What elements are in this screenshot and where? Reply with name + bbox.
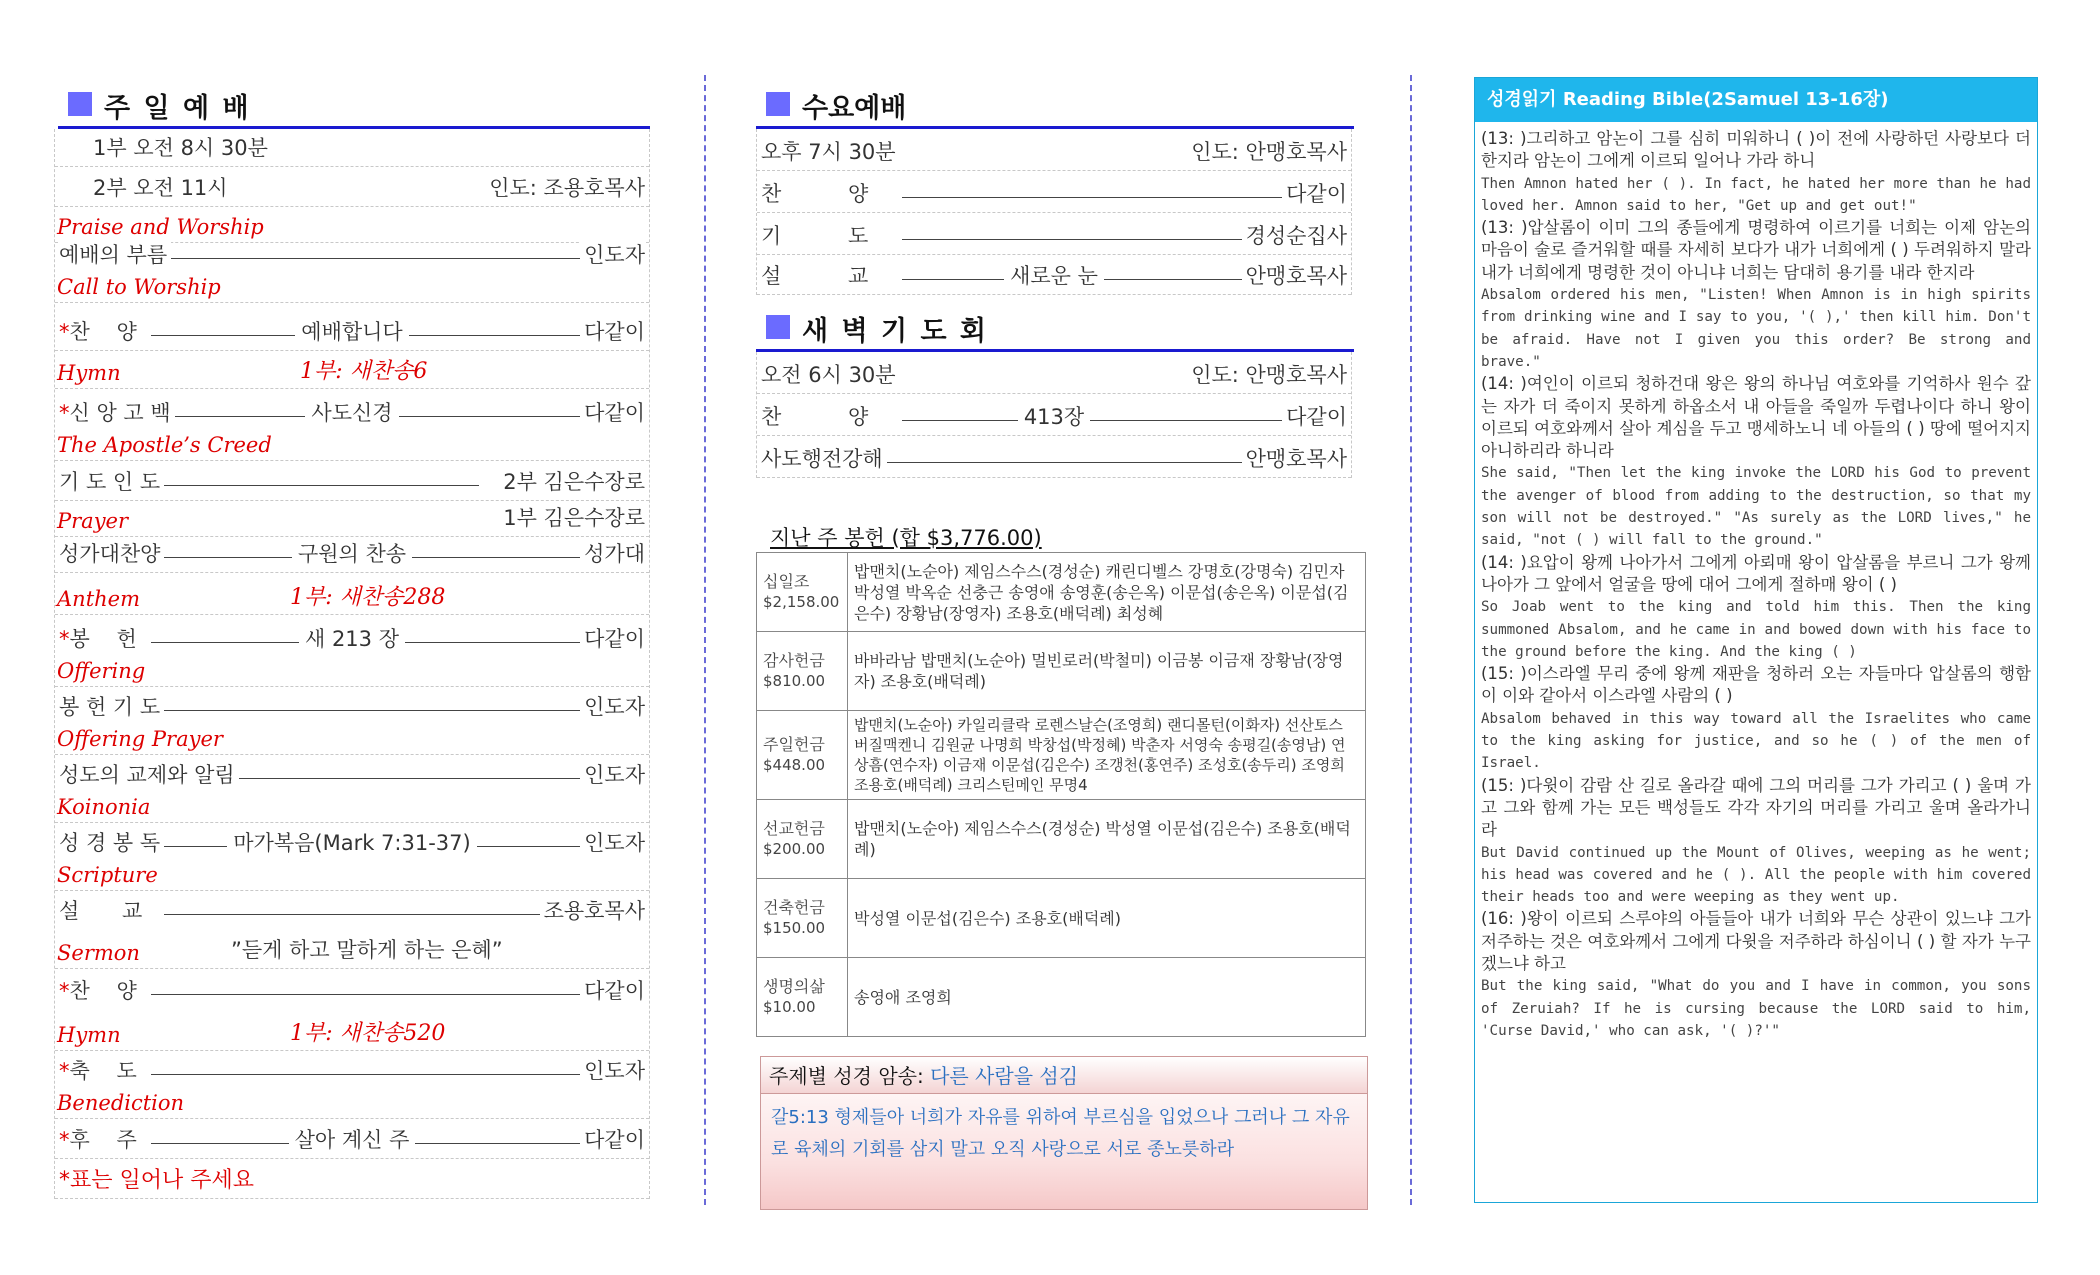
offer-en-label: Offering	[57, 659, 146, 683]
anthem-label: 성가대찬양	[59, 538, 164, 568]
prayer-right-1: 1부 김은수장로	[499, 502, 645, 532]
dawn-hymn-label: 찬 양	[761, 401, 902, 431]
bene-en-row	[55, 1089, 649, 1119]
sermon-label: 설 교	[59, 895, 164, 925]
wed-leader: 인도: 안맹호목사	[1187, 136, 1347, 166]
table-row	[757, 553, 1366, 632]
dawn-time-row	[757, 352, 1351, 394]
wed-sermon-label: 설 교	[761, 260, 902, 290]
postlude-right: 다같이	[580, 1124, 645, 1154]
postlude-label: *후 주	[59, 1124, 151, 1154]
wed-sermon-center: 새로운 눈	[757, 260, 1351, 290]
sunday-service-title: 주 일 예 배	[104, 93, 251, 124]
section-square-icon	[766, 92, 790, 116]
reading-ko: (14: )여인이 이르되 청하건대 왕은 왕의 하나님 여호와를 기억하사 원수 갚는 자가 더 죽이지 못하게 하옵소서 내 아들을 죽일까 두렵나이다 하니 왕이 이르되 여호와께서 살아 계심을 두고 맹세하노니 네 아들의 ( ) 땅에 떨어지지 아니하리라 하니라	[1481, 374, 2031, 461]
reading-ko: (14: )요압이 왕께 나아가서 그에게 아뢰매 왕이 압살롬을 부르니 그가 왕께 나아가 그 앞에서 얼굴을 땅에 대어 그에게 절하매 왕이 ( )	[1481, 552, 2031, 594]
dawn-acts-right: 안맹호목사	[1242, 443, 1347, 473]
table-row	[757, 711, 1366, 800]
wed-hymn-right: 다같이	[1282, 178, 1347, 208]
bene-right: 인도자	[580, 1055, 645, 1085]
anthem-center: 구원의 찬송	[55, 538, 649, 568]
wed-row-prayer	[757, 213, 1351, 255]
call-en-label: Call to Worship	[57, 275, 221, 299]
reading-ko: (16: )왕이 이르되 스루야의 아들들아 내가 너희와 무슨 상관이 있느냐 그가 저주하는 것은 여호와께서 그에게 다윗을 저주하라 하심이니 ( ) 할 자가 누구겠느냐 하고	[1481, 909, 2031, 973]
reading-ko: (13: )그리하고 암논이 그를 심히 미워하니 ( )이 전에 사랑하던 사랑보다 더한지라 암논이 그에게 이르되 일어나 가라 하니	[1481, 129, 2031, 171]
memory-verse-topic: 다른 사람을 섬김	[930, 1064, 1079, 1088]
dawn-hymn-right: 다같이	[1282, 401, 1347, 431]
hymn2-row	[55, 969, 649, 1009]
prayer-en-label: Prayer	[57, 509, 129, 533]
anthem-en-row	[55, 573, 649, 615]
offering-type: 주일헌금 $448.00	[757, 711, 848, 800]
column-divider-2	[1410, 75, 1412, 1205]
offering-type: 선교헌금 $200.00	[757, 800, 848, 879]
offer-prayer-en-row	[55, 725, 649, 755]
dawn-time: 오전 6시 30분	[761, 363, 896, 387]
scripture-en-row	[55, 861, 649, 891]
hymn1-note: 1부: 새찬송6	[300, 359, 428, 384]
offer-center: 새 213 장	[55, 623, 649, 653]
anthem-note: 1부: 새찬송288	[290, 585, 446, 610]
table-row	[757, 800, 1366, 879]
offer-right: 다같이	[580, 623, 645, 653]
offer-row	[55, 615, 649, 657]
anthem-en-label: Anthem	[57, 587, 140, 611]
offer-en-row	[55, 657, 649, 687]
memory-verse-text: 갈5:13 형제들아 너희가 자유를 위하여 부르심을 입었으나 그러나 그 자유로 육체의 기회를 삼지 말고 오직 사랑으로 서로 종노릇하라	[771, 1107, 1350, 1160]
dawn-acts-label: 사도행전강해	[761, 443, 887, 473]
prayer-right-2: 2부 김은수장로	[499, 466, 645, 496]
reading-en: Absalom ordered his men, "Listen! When Amnon is in high spirits from drinking wine and I say to you, '( ),' then kill him. Don't be afraid. Have not I given you this order? Be strong and brave."	[1481, 287, 2031, 370]
section-square-icon	[766, 315, 790, 339]
koinonia-label: 성도의 교제와 알림	[59, 759, 239, 789]
dawn-hymn-center: 413장	[757, 401, 1351, 431]
call-row	[55, 243, 649, 273]
sermon-row	[55, 891, 649, 929]
wed-prayer-right: 경성순집사	[1242, 220, 1347, 250]
scripture-en-label: Scripture	[57, 863, 158, 887]
offer-prayer-right: 인도자	[580, 691, 645, 721]
creed-center: 사도신경	[55, 397, 649, 427]
dawn-title: 새 벽 기 도 회	[802, 316, 989, 347]
prayer-label: 기 도 인 도	[59, 466, 164, 496]
wed-row-hymn	[757, 171, 1351, 213]
reading-en: Absalom behaved in this way toward all the Israelites who came to the king asking for justice, and so he ( ) of the men of Israel.	[1481, 710, 2031, 772]
praise-en-label: Praise and Worship	[57, 215, 264, 239]
wednesday-list	[756, 129, 1352, 295]
postlude-center: 살아 계신 주	[55, 1124, 649, 1154]
table-row	[757, 632, 1366, 711]
sermon-right: 조용호목사	[540, 895, 645, 925]
koinonia-en-row	[55, 793, 649, 823]
wednesday-title: 수요예배	[802, 93, 907, 124]
offer-prayer-label: 봉 헌 기 도	[59, 691, 164, 721]
reading-ko: (13: )압살롬이 이미 그의 종들에게 명령하여 이르기를 너희는 이제 암논의 마음이 술로 즐거워할 때를 자세히 보다가 내가 너희에게 ( ) 두려워하지 말라 내가 너희에게 명령한 것이 아니냐 너희는 담대히 용기를 내라 한지라	[1481, 218, 2031, 282]
offering-type: 건축헌금 $150.00	[757, 879, 848, 958]
call-label: 예배의 부름	[59, 239, 171, 269]
reading-en: But the king said, "What do you and I have in common, you sons of Zeruiah? If he is cursing because the LORD said to him, 'Curse David,' who can ask, '( )?'"	[1481, 978, 2031, 1039]
call-right: 인도자	[580, 239, 645, 269]
memory-verse-box	[760, 1056, 1368, 1210]
sunday-service-header	[58, 78, 650, 129]
hymn2-label: *찬 양	[59, 975, 151, 1005]
hymn1-right: 다같이	[580, 316, 645, 346]
creed-label: *신 앙 고 백	[59, 397, 175, 427]
bible-reading-box	[1474, 77, 2038, 1203]
offering-type: 감사헌금 $810.00	[757, 632, 848, 711]
hymn1-row	[55, 303, 649, 351]
bible-reading-body	[1475, 122, 2037, 1042]
standing-note-row	[55, 1159, 649, 1199]
reading-en: Then Amnon hated her ( ). In fact, he hated her more than he had loved her. Amnon said to her, "Get up and get out!"	[1481, 175, 2031, 214]
wednesday-header	[756, 78, 1354, 129]
creed-right: 다같이	[580, 397, 645, 427]
reading-ko: (15: )이스라엘 무리 중에 왕께 재판을 청하러 오는 자들마다 압살롬의 행함이 이와 같아서 이스라엘 사람의 ( )	[1481, 664, 2031, 706]
scripture-right: 인도자	[580, 827, 645, 857]
sermon-en-label: Sermon	[57, 941, 140, 965]
reading-en: She said, "Then let the king invoke the LORD his God to prevent the avenger of blood from adding to the destruction, so that my son will not be destroyed." "As surely as the LORD lives," he said, "not ( ) will fall to the ground."	[1481, 465, 2031, 549]
wed-time: 오후 7시 30분	[761, 140, 896, 164]
postlude-row	[55, 1119, 649, 1159]
service1-time: 1부 오전 8시 30분	[93, 136, 268, 160]
offering-title: 지난 주 봉헌 (합 $3,776.00)	[770, 526, 1042, 550]
wed-prayer-label: 기 도	[761, 220, 902, 250]
standing-note: *표는 일어나 주세요	[59, 1168, 255, 1193]
bene-en-label: Benediction	[57, 1091, 185, 1115]
offering-names: 밥맨치(노순아) 제임스수스(경성순) 캐린디벨스 강명호(강명숙) 김민자 박성열 박옥순 선충근 송영애 송영훈(송은옥) 이문섭(송은옥) 이문섭(김은수) 장황남(장영자) 조용호(배덕례) 최성혜	[848, 553, 1366, 632]
sunday-service-section	[54, 78, 650, 1199]
prayer-en-row	[55, 501, 649, 537]
dawn-header	[756, 301, 1354, 352]
sunday-order-list	[54, 129, 650, 1199]
section-square-icon	[68, 92, 92, 116]
anthem-row	[55, 537, 649, 573]
table-row	[757, 958, 1366, 1037]
wed-time-row	[757, 129, 1351, 171]
creed-en-row	[55, 431, 649, 461]
sermon-title: ”듣게 하고 말하게 하는 은혜”	[231, 938, 503, 962]
offering-table	[756, 552, 1366, 1037]
hymn1-en-label: Hymn	[57, 361, 121, 385]
offering-names: 송영애 조영희	[848, 958, 1366, 1037]
column-divider-1	[704, 75, 706, 1205]
hymn2-right: 다같이	[580, 975, 645, 1005]
call-en-row	[55, 273, 649, 303]
hymn2-note: 1부: 새찬송520	[290, 1021, 446, 1046]
praise-row	[55, 207, 649, 243]
wed-hymn-label: 찬 양	[761, 178, 902, 208]
stand-marker: *	[59, 320, 70, 344]
prayer-row	[55, 461, 649, 501]
offer-prayer-row	[55, 687, 649, 725]
memory-verse-label: 주제별 성경 암송:	[769, 1064, 924, 1088]
offering-names: 박성열 이문섭(김은수) 조용호(배덕례)	[848, 879, 1366, 958]
service2-time: 2부 오전 11시	[93, 176, 228, 200]
dawn-leader: 인도: 안맹호목사	[1187, 359, 1347, 389]
offering-type: 생명의삶 $10.00	[757, 958, 848, 1037]
offer-prayer-en-label: Offering Prayer	[57, 727, 223, 751]
hymn1-label: *찬 양	[59, 316, 151, 346]
anthem-right: 성가대	[580, 538, 645, 568]
memory-verse-header	[761, 1057, 1367, 1094]
wed-sermon-right: 안맹호목사	[1242, 260, 1347, 290]
koinonia-right: 인도자	[580, 759, 645, 789]
sermon-en-row	[55, 929, 649, 969]
offering-names: 바바라남 밥맨치(노순아) 멀빈로러(박철미) 이금봉 이금재 장황남(장영자) 조용호(배덕례)	[848, 632, 1366, 711]
reading-en: So Joab went to the king and told him this. Then the king summoned Absalom, and he came in and bowed down with his face to the ground before the king. And the king ( )	[1481, 599, 2031, 660]
bene-row	[55, 1051, 649, 1089]
service2-row	[55, 167, 649, 207]
dawn-row-hymn	[757, 394, 1351, 436]
reading-en: But David continued up the Mount of Olives, weeping as he went; his head was covered and he ( ). All the people with him covered their heads too and were weeping as they went up.	[1481, 844, 2031, 906]
scripture-row	[55, 823, 649, 861]
creed-en-label: The Apostle’s Creed	[57, 433, 272, 457]
hymn1-en-row	[55, 351, 649, 389]
table-row	[757, 879, 1366, 958]
dawn-list	[756, 352, 1352, 478]
bible-reading-title: 성경읽기 Reading Bible(2Samuel 13-16장)	[1475, 78, 2037, 122]
koinonia-row	[55, 755, 649, 793]
bene-label: *축 도	[59, 1055, 151, 1085]
hymn2-en-label: Hymn	[57, 1023, 121, 1047]
dawn-row-acts	[757, 436, 1351, 478]
offer-label: *봉 헌	[59, 623, 151, 653]
reading-ko: (15: )다윗이 감람 산 길로 올라갈 때에 그의 머리를 그가 가리고 ( ) 울며 가고 그와 함께 가는 모든 백성들도 각각 자기의 머리를 가리고 울며 올라가니라	[1481, 775, 2031, 840]
creed-row	[55, 389, 649, 431]
hymn2-en-row	[55, 1009, 649, 1051]
service1-row	[55, 129, 649, 167]
scripture-center: 마가복음(Mark 7:31-37)	[55, 827, 649, 857]
wed-row-sermon	[757, 255, 1351, 295]
wednesday-section	[756, 78, 1354, 478]
hymn1-center: 예배합니다	[55, 316, 649, 346]
scripture-label: 성 경 봉 독	[59, 827, 164, 857]
offering-type: 십일조 $2,158.00	[757, 553, 848, 632]
sunday-leader: 인도: 조용호목사	[485, 172, 645, 202]
offering-names: 밥맨치(노순아) 카일리클락 로렌스날슨(조영희) 랜디몰턴(이화자) 선산토스 버질맥켄니 김원균 나명희 박창섭(박정혜) 박춘자 서영숙 송평길(송영남) 연상흠(연수자) 이금재 이문섭(김은수) 조갱천(홍연주) 조성호(송두리) 조영희 조용호(배덕례) 크리스틴메인 무명4	[848, 711, 1366, 800]
koinonia-en-label: Koinonia	[57, 795, 151, 819]
offering-names: 밥맨치(노순아) 제임스수스(경성순) 박성열 이문섭(김은수) 조용호(배덕례)	[848, 800, 1366, 879]
